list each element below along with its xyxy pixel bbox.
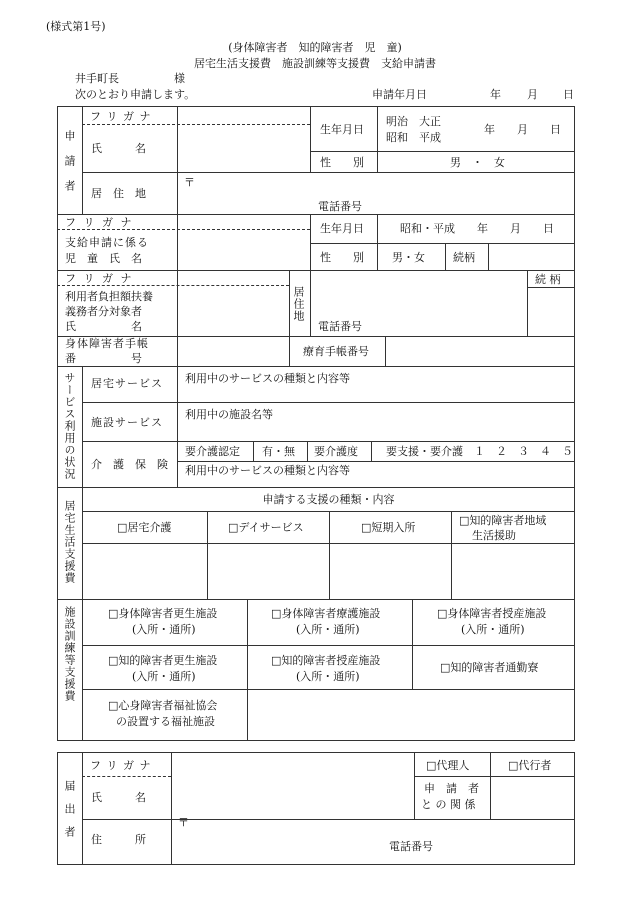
applicant-gender-value: 男 ・ 女 xyxy=(450,156,505,169)
physical-care-option: □身体障害者療護施設 xyxy=(271,607,381,620)
care-level-values: 要支援・要介護 １ ２ ３ ４ ５ xyxy=(386,445,573,458)
intellectual-work-option: □知的障害者授産施設 xyxy=(271,654,381,667)
child-gender-label: 性 別 xyxy=(320,251,364,264)
handbook-label-line2: 番 号 xyxy=(65,352,142,365)
proxy-checkbox-label: □代行者 xyxy=(508,759,552,772)
physical-work-option: □身体障害者授産施設 xyxy=(437,607,547,620)
physical-work-mode: (入所・通所) xyxy=(461,623,525,636)
supporter-label-line3: 氏 名 xyxy=(65,320,142,333)
apply-date-month: 月 xyxy=(527,88,538,101)
facility-support-section-label: 施設訓練等支援費 xyxy=(63,606,76,702)
intro-text: 次のとおり申請します。 xyxy=(75,88,196,101)
home-service-label: 居宅サービス xyxy=(91,377,163,390)
applicant-name-label: 氏 名 xyxy=(91,142,146,155)
home-support-section-label: 居宅生活支援費 xyxy=(63,500,76,584)
reporter-postal-mark: 〒 xyxy=(178,816,189,829)
title-line1: (身体障害者 知的障害者 児 童) xyxy=(228,41,402,54)
form-number: (様式第1号) xyxy=(46,20,106,33)
child-furigana-label: フ リ ガ ナ xyxy=(65,216,134,229)
handbook-label-line1: 身体障害者手帳 xyxy=(65,337,149,350)
facility-service-label: 施設サービス xyxy=(91,416,163,429)
applicant-birth-label: 生年月日 xyxy=(320,123,364,136)
reporter-furigana-label: フ リ ガ ナ xyxy=(90,759,152,772)
apply-date-day: 日 xyxy=(563,88,574,101)
child-name-label-line2: 児 童 氏 名 xyxy=(65,252,142,265)
apply-date-label: 申請年月日 xyxy=(372,88,427,101)
addressee: 井手町長 様 xyxy=(75,72,185,85)
physical-care-mode: (入所・通所) xyxy=(296,623,360,636)
supporter-phone-label: 電話番号 xyxy=(318,320,362,333)
day-service-option: □デイサービス xyxy=(228,521,304,534)
relation-label-line1: 申 請 者 xyxy=(424,782,479,795)
applicant-era-line2: 昭和 平成 xyxy=(386,131,441,144)
relation-label-line2: と の 関 係 xyxy=(421,798,476,811)
reporter-phone-label: 電話番号 xyxy=(389,840,433,853)
home-support-header: 申請する支援の種類・内容 xyxy=(262,493,395,506)
care-service-desc: 利用中のサービスの種類と内容等 xyxy=(185,464,350,477)
supporter-label-line2: 義務者分対象者 xyxy=(65,305,142,318)
intellectual-work-mode: (入所・通所) xyxy=(296,670,360,683)
facility-service-desc: 利用中の施設名等 xyxy=(185,408,273,421)
applicant-era-line1: 明治 大正 xyxy=(386,115,441,128)
applicant-gender-label: 性 別 xyxy=(320,156,364,169)
supporter-label-line1: 利用者負担額扶養 xyxy=(65,290,153,303)
care-insurance-label: 介 護 保 険 xyxy=(91,458,168,471)
child-relation-label: 続柄 xyxy=(453,251,475,264)
supporter-furigana-label: フ リ ガ ナ xyxy=(65,272,134,285)
care-level-label: 要介護度 xyxy=(314,445,358,458)
child-name-label-line1: 支給申請に係る xyxy=(65,236,149,249)
reporter-address-label: 住 所 xyxy=(91,833,146,846)
service-section-label: サービス利用の状況 xyxy=(63,372,76,480)
short-stay-option: □短期入所 xyxy=(361,521,416,534)
community-life-option-line2: 生活援助 xyxy=(472,529,516,542)
applicant-furigana-label: フ リ ガ ナ xyxy=(90,110,152,123)
applicant-postal-mark: 〒 xyxy=(184,176,195,189)
applicant-birth-ymd: 年 月 日 xyxy=(484,123,561,136)
community-life-option-line1: □知的障害者地域 xyxy=(459,514,547,527)
care-cert-yesno: 有・無 xyxy=(262,445,295,458)
apply-date-year: 年 xyxy=(490,88,501,101)
title-line2: 居宅生活支援費 施設訓練等支援費 支給申請書 xyxy=(194,57,436,70)
applicant-phone-label: 電話番号 xyxy=(318,200,362,213)
ryoiku-handbook-label: 療育手帳番号 xyxy=(303,345,369,358)
reporter-section-label: 届出者 xyxy=(63,780,76,849)
physical-rehab-option: □身体障害者更生施設 xyxy=(108,607,218,620)
applicant-section-label: 申請者 xyxy=(63,130,76,205)
physical-rehab-mode: (入所・通所) xyxy=(132,623,196,636)
reporter-name-label: 氏 名 xyxy=(91,791,146,804)
child-birth-label: 生年月日 xyxy=(320,222,364,235)
child-gender-value: 男・女 xyxy=(392,251,425,264)
home-service-desc: 利用中のサービスの種類と内容等 xyxy=(185,372,350,385)
supporter-relation-label: 続 柄 xyxy=(535,273,561,286)
supporter-address-label: 居住地 xyxy=(292,286,305,322)
intellectual-rehab-mode: (入所・通所) xyxy=(132,670,196,683)
intellectual-rehab-option: □知的障害者更生施設 xyxy=(108,654,218,667)
applicant-address-label: 居 住 地 xyxy=(91,187,146,200)
care-cert-label: 要介護認定 xyxy=(185,445,240,458)
welfare-association-option-line2: の設置する福祉施設 xyxy=(116,715,215,728)
welfare-association-option-line1: □心身障害者福祉協会 xyxy=(108,699,218,712)
intellectual-dorm-option: □知的障害者通勤寮 xyxy=(440,661,539,674)
home-care-option: □居宅介護 xyxy=(117,521,172,534)
child-birth-value: 昭和・平成 年 月 日 xyxy=(400,222,554,235)
agent-checkbox-label: □代理人 xyxy=(426,759,470,772)
